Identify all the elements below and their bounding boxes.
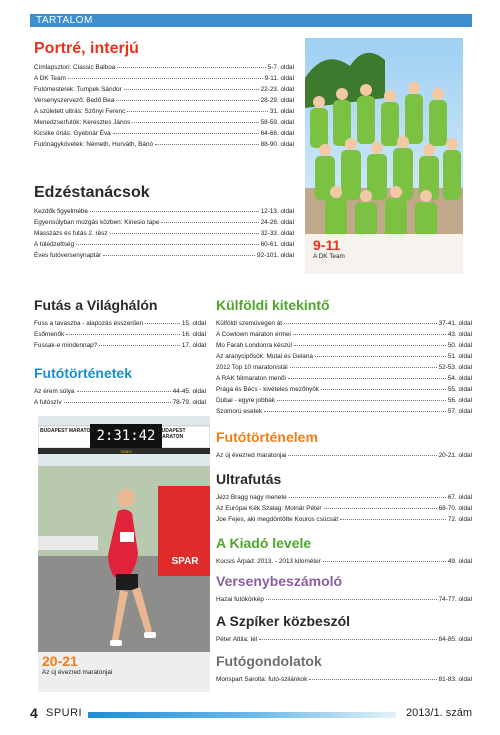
entry-title: Az aranycipősök: Mutai és Gelana (216, 353, 313, 360)
section-title: A Kiadó levele (216, 535, 312, 551)
dot-leader (288, 378, 446, 379)
entry-page: 50. oldal (447, 342, 472, 349)
entry-title: 2012 Top 10 maratonistái (216, 364, 288, 371)
entry-page: 72. oldal (447, 516, 472, 523)
section-title: Futás a Világhálón (34, 297, 158, 313)
caption-number: 20-21 (42, 653, 78, 669)
section-gondolat (216, 652, 472, 685)
section-title: Edzéstanácsok (34, 184, 150, 201)
ad-label: SPAR (171, 556, 199, 567)
entry-page: 17. oldal (181, 342, 206, 349)
section-vilaghalo (34, 296, 206, 351)
entry-title: Péter Attila: tél (216, 636, 258, 643)
toc-entry[interactable] (34, 386, 206, 397)
entry-title: Versenyszervező: Bedő Bea (34, 97, 115, 104)
dot-leader (132, 122, 258, 123)
entry-title: Kocsis Árpád: 2013. - 2013 kilométer (216, 558, 321, 565)
toc-entry[interactable] (34, 318, 206, 329)
entry-title: Az Európai Kék Szalag: Molnár Péter (216, 505, 322, 512)
toc-entry[interactable] (34, 128, 294, 139)
entry-page: 15. oldal (181, 320, 206, 327)
header-bar (30, 14, 472, 27)
toc-entry[interactable] (216, 351, 472, 362)
toc-entry[interactable] (34, 95, 294, 106)
dot-leader (284, 323, 437, 324)
dot-leader (68, 78, 263, 79)
entry-page: 32-33. oldal (260, 230, 294, 237)
entry-page: 74-77. oldal (438, 596, 472, 603)
dot-leader (66, 334, 180, 335)
marathon-photo (38, 416, 210, 692)
toc-entry[interactable] (34, 73, 294, 84)
entry-title: Menedzserfutók: Keresztes János (34, 119, 131, 126)
entry-title: Kezdők figyelmébe (34, 208, 88, 215)
entry-page: 58-59. oldal (260, 119, 294, 126)
entry-title: Szomorú esetek (216, 408, 263, 415)
toc-entry[interactable] (216, 384, 472, 395)
section-title: Ultrafutás (216, 471, 282, 487)
toc-entry[interactable] (34, 84, 294, 95)
section-spiker (216, 612, 472, 645)
toc-entry[interactable] (216, 395, 472, 406)
dot-leader (264, 411, 446, 412)
entry-title: Monspart Sarolta: futó-szilánkok (216, 676, 308, 683)
entry-title: Fussak-e mindennap? (34, 342, 98, 349)
team-caption (313, 238, 345, 261)
toc-entry[interactable] (216, 503, 472, 514)
dot-leader (77, 391, 171, 392)
toc-entry[interactable] (216, 406, 472, 417)
toc-entry[interactable] (216, 634, 472, 645)
dot-leader (117, 67, 265, 68)
entry-page: 49. oldal (447, 558, 472, 565)
entry-title: Éves futóversenynaptár (34, 252, 102, 259)
entry-title: A túledzettség (34, 241, 75, 248)
entry-title: Dubai - egyre jobbak (216, 397, 275, 404)
entry-page: 28-29. oldal (260, 97, 294, 104)
entry-page: 64-66. oldal (260, 130, 294, 137)
entry-page: 31. oldal (269, 108, 294, 115)
entry-title: Jezz Bragg nagy menete (216, 494, 287, 501)
caption-text: A DK Team (313, 253, 345, 260)
entry-title: A futószív (34, 399, 62, 406)
toc-entry[interactable] (34, 329, 206, 340)
entry-page: 54. oldal (447, 375, 472, 382)
toc-entry[interactable] (216, 329, 472, 340)
entry-page: 60-61. oldal (260, 241, 294, 248)
entry-page: 52-53. oldal (438, 364, 472, 371)
entry-page: 67. oldal (447, 494, 472, 501)
entry-title: Hazai futókörkép (216, 596, 264, 603)
dot-leader (116, 100, 258, 101)
page-number: 4 (30, 705, 38, 721)
entry-title: Futónagykövetek: Németh, Horváth, Bánó (34, 141, 154, 148)
entry-page: 68-70. oldal (438, 505, 472, 512)
section-title: Külföldi kitekintő (216, 297, 330, 313)
magazine-name: SPURI (46, 707, 83, 719)
section-portre (34, 40, 294, 150)
section-title: Versenybeszámoló (216, 573, 343, 589)
entry-page: 22-23. oldal (260, 86, 294, 93)
dot-leader (110, 233, 259, 234)
dot-leader (76, 244, 258, 245)
section-kulfoldi (216, 296, 472, 417)
entry-page: 78-79. oldal (172, 399, 206, 406)
dot-leader (290, 367, 437, 368)
caption-number: 9-11 (313, 237, 341, 253)
toc-entry[interactable] (216, 373, 472, 384)
toc-entry[interactable] (216, 594, 472, 605)
caption-text: Az új évezred maratonjai (42, 669, 113, 676)
dot-leader (321, 389, 446, 390)
dot-leader (288, 455, 436, 456)
entry-title: Külföldi szemüvegen át (216, 320, 283, 327)
entry-title: Az érem súlya (34, 388, 75, 395)
section-futotort (34, 364, 206, 408)
entry-page: 55. oldal (447, 386, 472, 393)
section-title: Portré, interjú (34, 40, 139, 57)
entry-title: Joe Fejes, aki megdöntötte Kouros csúcsát (216, 516, 339, 523)
dot-leader (324, 508, 437, 509)
dot-leader (64, 402, 171, 403)
entry-title: Mo Farah Londonra készül (216, 342, 293, 349)
entry-page: 20-21. oldal (438, 452, 472, 459)
section-title: Futótörténelem (216, 429, 318, 445)
entry-page: 88-90. oldal (260, 141, 294, 148)
section-title: Futógondolatok (216, 653, 322, 669)
toc-entry[interactable] (34, 62, 294, 73)
section-ultra (216, 470, 472, 525)
entry-page: 43. oldal (447, 331, 472, 338)
marathon-caption (42, 654, 112, 677)
dot-leader (145, 323, 180, 324)
dot-leader (294, 345, 446, 346)
entry-title: Címlapsztori: Classic Balboa (34, 64, 116, 71)
toc-entry[interactable] (216, 318, 472, 329)
dot-leader (259, 639, 436, 640)
entry-page: 57. oldal (447, 408, 472, 415)
banner-right: BUDAPEST MARATON (158, 428, 186, 440)
dot-leader (90, 211, 259, 212)
dot-leader (103, 255, 255, 256)
toc-entry[interactable] (34, 139, 294, 150)
entry-title: Kicsike óriás: Gyebnár Éva (34, 130, 111, 137)
marathon-photo-image (38, 416, 210, 692)
toc-entry[interactable] (216, 450, 472, 461)
dot-leader (266, 599, 437, 600)
toc-entry[interactable] (216, 514, 472, 525)
toc-entry[interactable] (34, 397, 206, 408)
dot-leader (315, 356, 446, 357)
dot-leader (155, 144, 259, 145)
toc-entry[interactable] (34, 228, 294, 239)
entry-page: 9-11. oldal (264, 75, 294, 82)
toc-entry[interactable] (34, 106, 294, 117)
dot-leader (127, 111, 268, 112)
race-clock: 2:31:42 (96, 428, 156, 444)
issue-label: 2013/1. szám (405, 707, 472, 719)
dot-leader (293, 334, 446, 335)
dot-leader (323, 561, 446, 562)
entry-title: Esőmenők (34, 331, 65, 338)
section-title: A Szpíker közbeszól (216, 613, 351, 629)
entry-title: A DK Team (34, 75, 66, 82)
entry-page: 24-26. oldal (260, 219, 294, 226)
entry-page: 51. oldal (447, 353, 472, 360)
dot-leader (161, 222, 258, 223)
entry-page: 37-41. oldal (438, 320, 472, 327)
toc-entry[interactable] (34, 250, 294, 261)
footer-bar (88, 712, 396, 718)
toc-entry[interactable] (216, 492, 472, 503)
entry-page: 12-13. oldal (260, 208, 294, 215)
toc-entry[interactable] (216, 340, 472, 351)
team-photo (305, 38, 463, 274)
entry-title: Prága és Bécs - kivételes mezőnyök (216, 386, 320, 393)
section-edzes (34, 184, 294, 261)
dot-leader (277, 400, 446, 401)
toc-entry[interactable] (34, 239, 294, 250)
entry-title: Egyensúlyban mozgás közben: Kinesio tape (34, 219, 160, 226)
entry-title: Fuss a tavaszba - alapozás ésszerűen (34, 320, 144, 327)
entry-page: 56. oldal (447, 397, 472, 404)
dot-leader (340, 519, 446, 520)
dot-leader (99, 345, 180, 346)
sponsor-label: TIMEX (119, 449, 133, 454)
entry-title: A RAK félmaraton menői (216, 375, 286, 382)
toc-entry[interactable] (34, 340, 206, 351)
entry-page: 92-101. oldal (257, 252, 294, 259)
dot-leader (309, 679, 436, 680)
dot-leader (124, 89, 259, 90)
entry-page: 81-83. oldal (438, 676, 472, 683)
toc-entry[interactable] (34, 217, 294, 228)
dot-leader (113, 133, 259, 134)
entry-title: Masszázs és futás 2. rész (34, 230, 108, 237)
toc-entry[interactable] (34, 206, 294, 217)
header-label: TARTALOM (36, 15, 93, 26)
entry-page: 44-45. oldal (172, 388, 206, 395)
entry-title: A született ultrás: Szőnyi Ferenc (34, 108, 126, 115)
page-footer (30, 702, 472, 724)
section-title: Futótörténetek (34, 365, 132, 381)
entry-page: 16. oldal (181, 331, 206, 338)
toc-entry[interactable] (216, 556, 472, 567)
toc-entry[interactable] (216, 362, 472, 373)
toc-entry[interactable] (216, 674, 472, 685)
entry-title: Az új évezred maratonjai (216, 452, 287, 459)
section-kiado (216, 534, 472, 567)
banner-left: BUDAPEST MARATON (40, 428, 94, 434)
section-futotortenelem (216, 428, 472, 461)
dot-leader (289, 497, 446, 498)
entry-title: Futómesterek: Tumpek Sándor (34, 86, 122, 93)
section-verseny (216, 572, 472, 605)
entry-title: A Cowtown maraton érmei (216, 331, 291, 338)
entry-page: 5-7. oldal (267, 64, 294, 71)
toc-entry[interactable] (34, 117, 294, 128)
entry-page: 84-85. oldal (438, 636, 472, 643)
